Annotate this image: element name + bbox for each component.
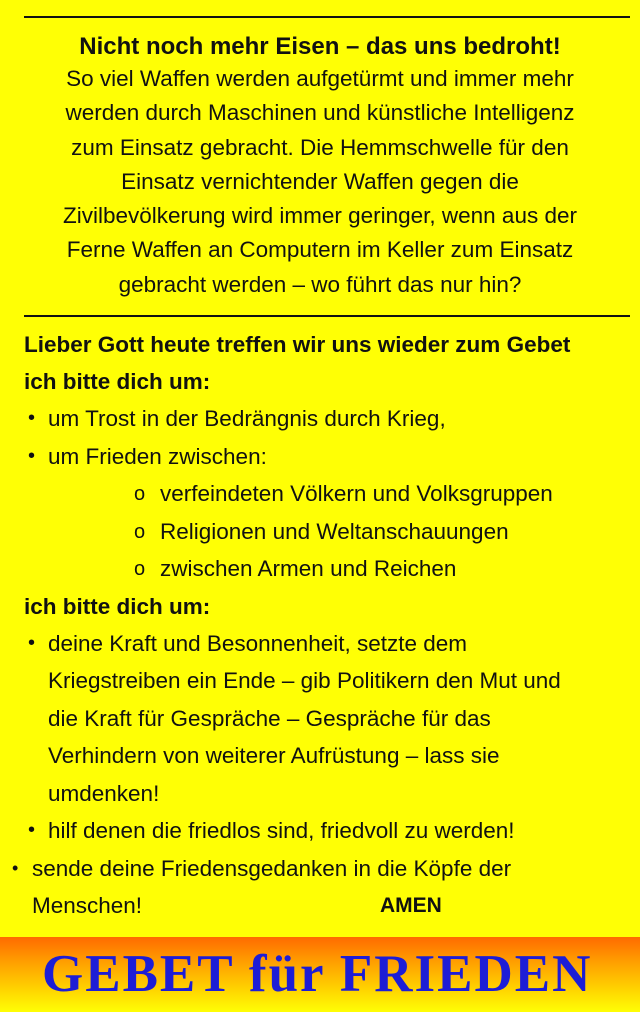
bullet-icon: • [28, 407, 36, 429]
intro-line: zum Einsatz gebracht. Die Hemmschwelle für den [71, 134, 569, 160]
list-item [12, 850, 624, 925]
sub-list-item-text: Religionen und Weltanschauungen [160, 518, 509, 544]
banner-title: GEBET für FRIEDEN [42, 945, 593, 1003]
prayer-section [12, 326, 624, 925]
intro-section [20, 32, 620, 302]
intro-line: Zivilbevölkerung wird immer geringer, wenn aus der [63, 203, 577, 229]
list-item-line: umdenken! [48, 780, 160, 806]
sub-list-item-text: verfeindeten Völkern und Volksgruppen [160, 481, 553, 506]
bullet-icon: • [28, 819, 36, 841]
list-item-line: Menschen! [32, 893, 143, 918]
bullet-icon: • [28, 444, 36, 467]
sub-list-item-text: zwischen Armen und Reichen [160, 556, 457, 581]
sub-list-item [24, 475, 624, 513]
bullet-icon: • [28, 631, 36, 654]
list-item [24, 812, 624, 850]
sub-list-item [24, 550, 624, 588]
list-item-line: Verhindern von weiterer Aufrüstung – lass sie [48, 743, 500, 768]
intro-line: So viel Waffen werden aufgetürmt und immer mehr [66, 66, 574, 91]
amen-label: AMEN [380, 894, 442, 917]
list-item [24, 400, 624, 438]
sub-list-item [24, 513, 624, 551]
bullet-icon: • [12, 857, 19, 878]
middle-divider [24, 315, 630, 317]
intro-paragraph [20, 62, 620, 302]
circle-bullet-icon: o [134, 558, 146, 580]
list-item-line: sende deine Friedensgedanken in die Köpfe der [32, 855, 512, 881]
list-item-line: deine Kraft und Besonnenheit, setzte dem [48, 630, 468, 656]
prayer-opening: Lieber Gott heute treffen wir uns wieder zum Gebet [24, 332, 571, 357]
circle-bullet-icon: o [134, 483, 146, 505]
list-item [24, 625, 624, 813]
intro-line: gebracht werden – wo führt das nur hin? [118, 271, 522, 297]
top-divider [24, 16, 630, 18]
list-item-line: Kriegstreiben ein Ende – gib Politikern den Mut und [48, 668, 561, 693]
list-item-text: um Frieden zwischen: [48, 443, 267, 469]
prayer-request-heading-2: ich bitte dich um: [24, 593, 211, 619]
list-item-text: hilf denen die friedlos sind, friedvoll zu werden! [48, 818, 515, 843]
intro-line: Einsatz vernichtender Waffen gegen die [121, 168, 519, 194]
list-item-text: um Trost in der Bedrängnis durch Krieg, [48, 406, 446, 431]
list-item [24, 438, 624, 476]
intro-title: Nicht noch mehr Eisen – das uns bedroht! [79, 33, 561, 60]
circle-bullet-icon: o [134, 520, 146, 543]
list-item-line: die Kraft für Gespräche – Gespräche für das [48, 705, 491, 731]
intro-line: Ferne Waffen an Computern im Keller zum Einsatz [66, 237, 574, 263]
intro-line: werden durch Maschinen und künstliche Intelligenz [65, 100, 575, 126]
prayer-request-heading: ich bitte dich um: [24, 369, 211, 394]
